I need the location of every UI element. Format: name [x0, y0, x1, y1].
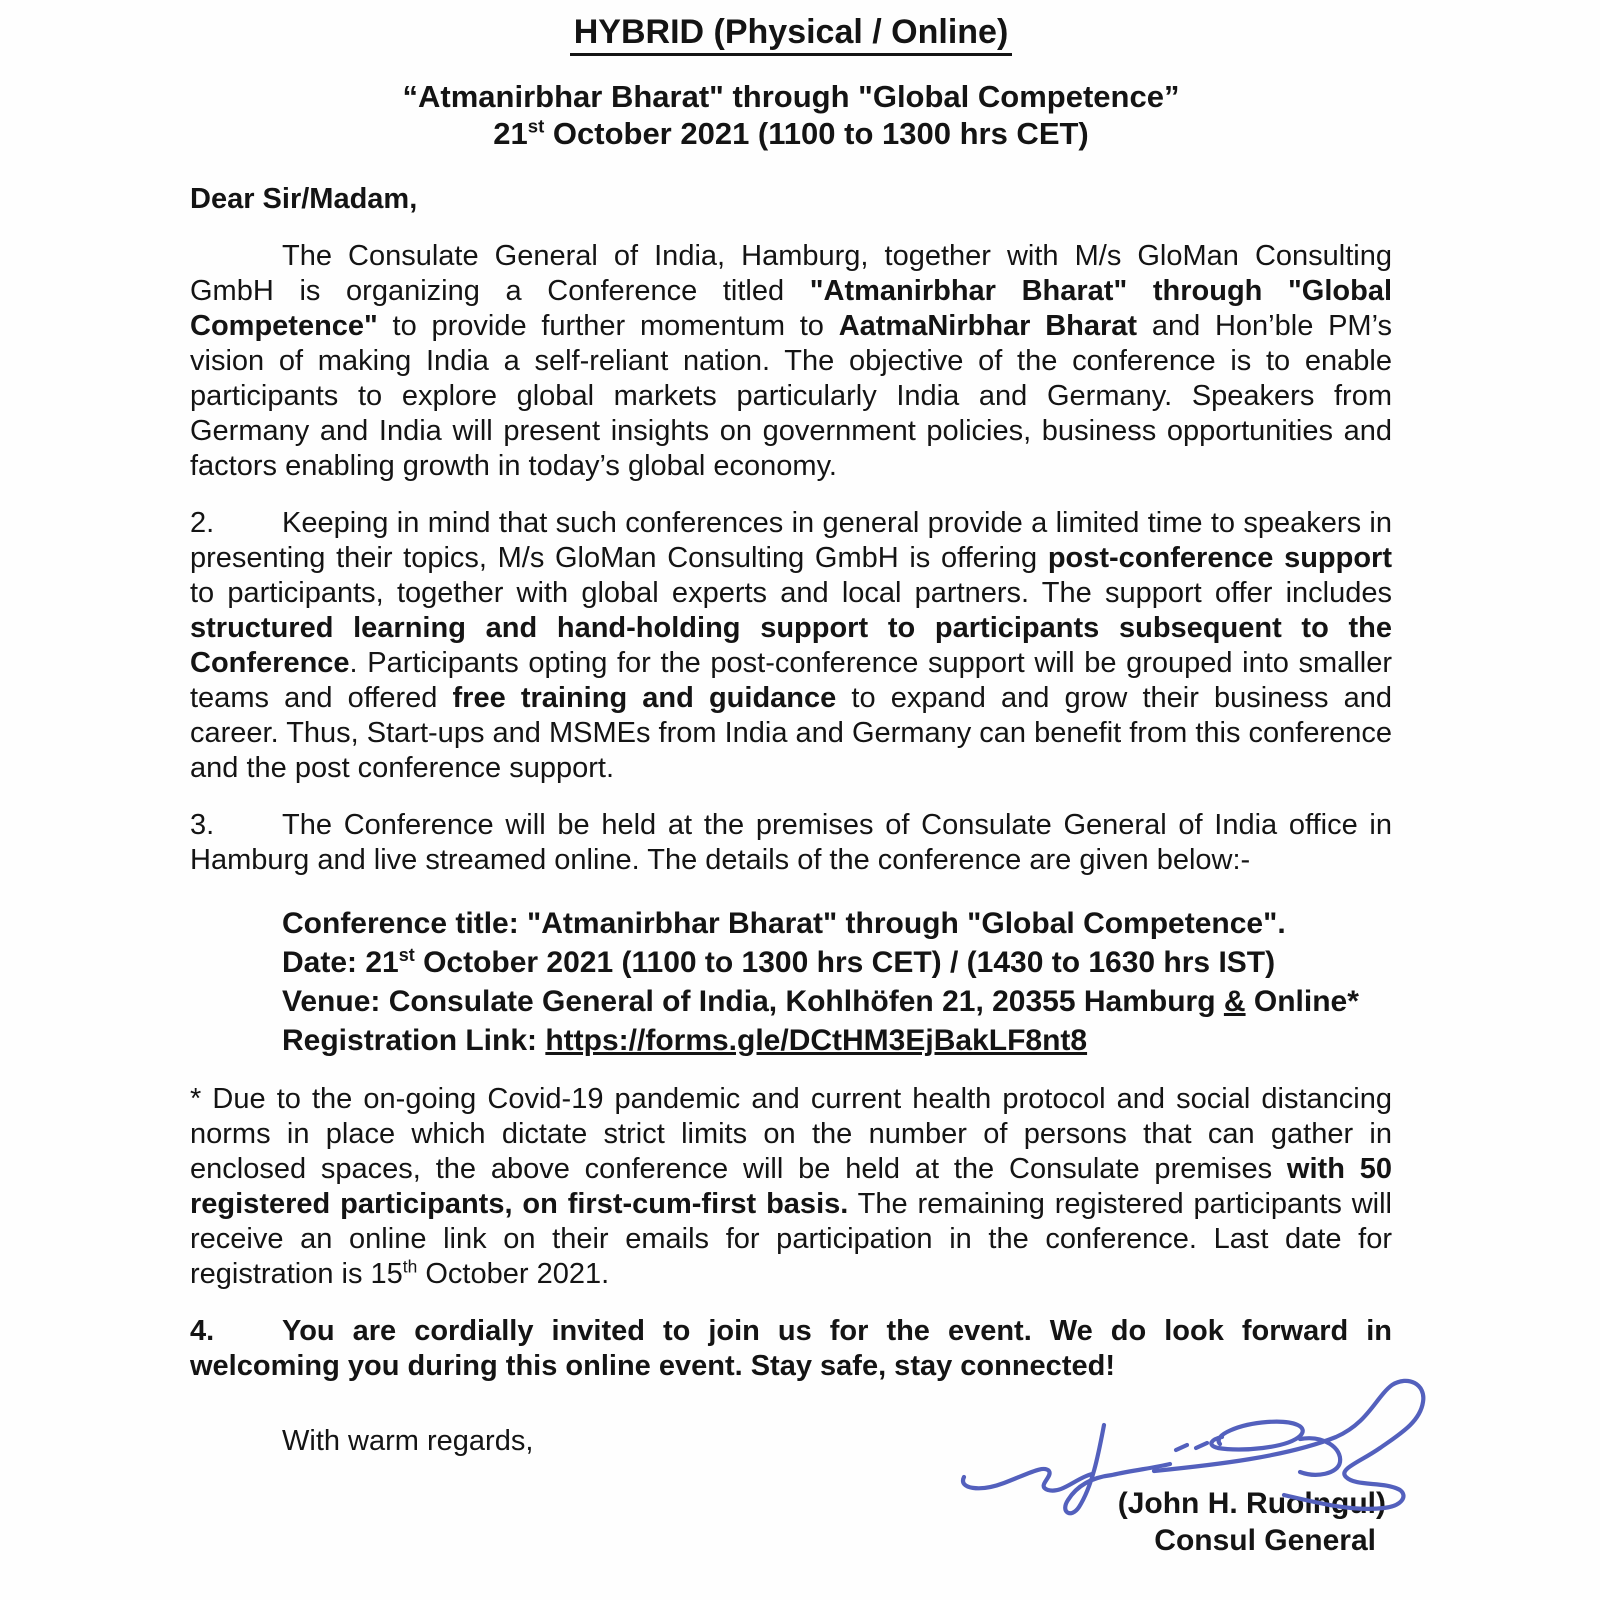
signature-block — [190, 1485, 1392, 1559]
letter-heading-date: 21st October 2021 (1100 to 1300 hrs CET) — [493, 115, 1089, 151]
registration-link[interactable]: https://forms.gle/DCtHM3EjBakLF8nt8 — [545, 1024, 1088, 1057]
letter-heading-title: “Atmanirbhar Bharat" through "Global Competence” — [402, 79, 1180, 114]
paragraph-number: 3. — [190, 809, 215, 841]
ordinal-superscript: st — [398, 945, 415, 965]
paragraph-intro: The Consulate General of India, Hamburg, together with M/s GloMan Consulting GmbH is organizing a Conference titled "Atmanirbhar Bharat" through "Global Competence" to provide further momentum to AatmaNirbhar Bharat and Hon’ble PM’s vision of making India a self-reliant nation. The objective of the conference is to enable participants to explore global markets particularly India and Germany. Speakers from Germany and India will present insights on government policies, business opportunities and factors enabling growth in today’s global economy. — [190, 240, 1393, 482]
paragraph-2: 2. Keeping in mind that such conferences in general provide a limited time to speakers in presenting their topics, M/s GloMan Consulting GmbH is offering post-conference support to participants, together with global experts and local partners. The support offer includes structured learning and hand-holding support to participants subsequent to the Conference. Participants opting for the post-conference support will be grouped into smaller teams and offered free training and guidance to expand and grow their business and career. Thus, Start-ups and MSMEs from India and Germany can benefit from this conference and the post conference support. — [190, 507, 1392, 784]
conference-details-block — [282, 904, 1392, 1060]
paragraph-number: 4. — [190, 1315, 215, 1347]
paragraph-footnote: * Due to the on-going Covid-19 pandemic and current health protocol and social distancing norms in place which dictate strict limits on the number of persons that can gather in enclosed spaces, the above conference will be held at the Consulate premises with 50 registered participants, on first-cum-first basis. The remaining registered participants will receive an online link on their emails for participation in the conference. Last date for registration is 15th October 2021. — [190, 1083, 1392, 1290]
paragraph-3: 3. The Conference will be held at the premises of Consulate General of India office in Hamburg and live streamed online. The details of the conference are given below:- — [190, 809, 1392, 876]
conference-title-line: Conference title: "Atmanirbhar Bharat" through "Global Competence". — [282, 907, 1286, 940]
letter-heading-mode — [190, 12, 1392, 56]
signatory-title: Consul General — [1154, 1524, 1376, 1557]
closing-line: With warm regards, — [282, 1425, 534, 1457]
paragraph-4: 4. You are cordially invited to join us for the event. We do look forward in welcoming you during this online event. Stay safe, stay connected! — [190, 1315, 1392, 1382]
conference-venue-line: Venue: Consulate General of India, Kohlhöfen 21, 20355 Hamburg & Online* — [282, 985, 1359, 1018]
paragraph-number: 2. — [190, 507, 215, 539]
ordinal-superscript: st — [527, 115, 545, 137]
ordinal-superscript: th — [402, 1256, 418, 1277]
heading-hybrid-text: HYBRID (Physical / Online) — [570, 12, 1013, 56]
conference-registration-line: Registration Link: https://forms.gle/DCtHM3EjBakLF8nt8 — [282, 1024, 1088, 1057]
signatory-name: (John H. Ruolngul) — [1117, 1487, 1386, 1520]
conference-date-line: Date: 21st October 2021 (1100 to 1300 hrs CET) / (1430 to 1630 hrs IST) — [282, 945, 1276, 979]
salutation: Dear Sir/Madam, — [190, 183, 418, 215]
